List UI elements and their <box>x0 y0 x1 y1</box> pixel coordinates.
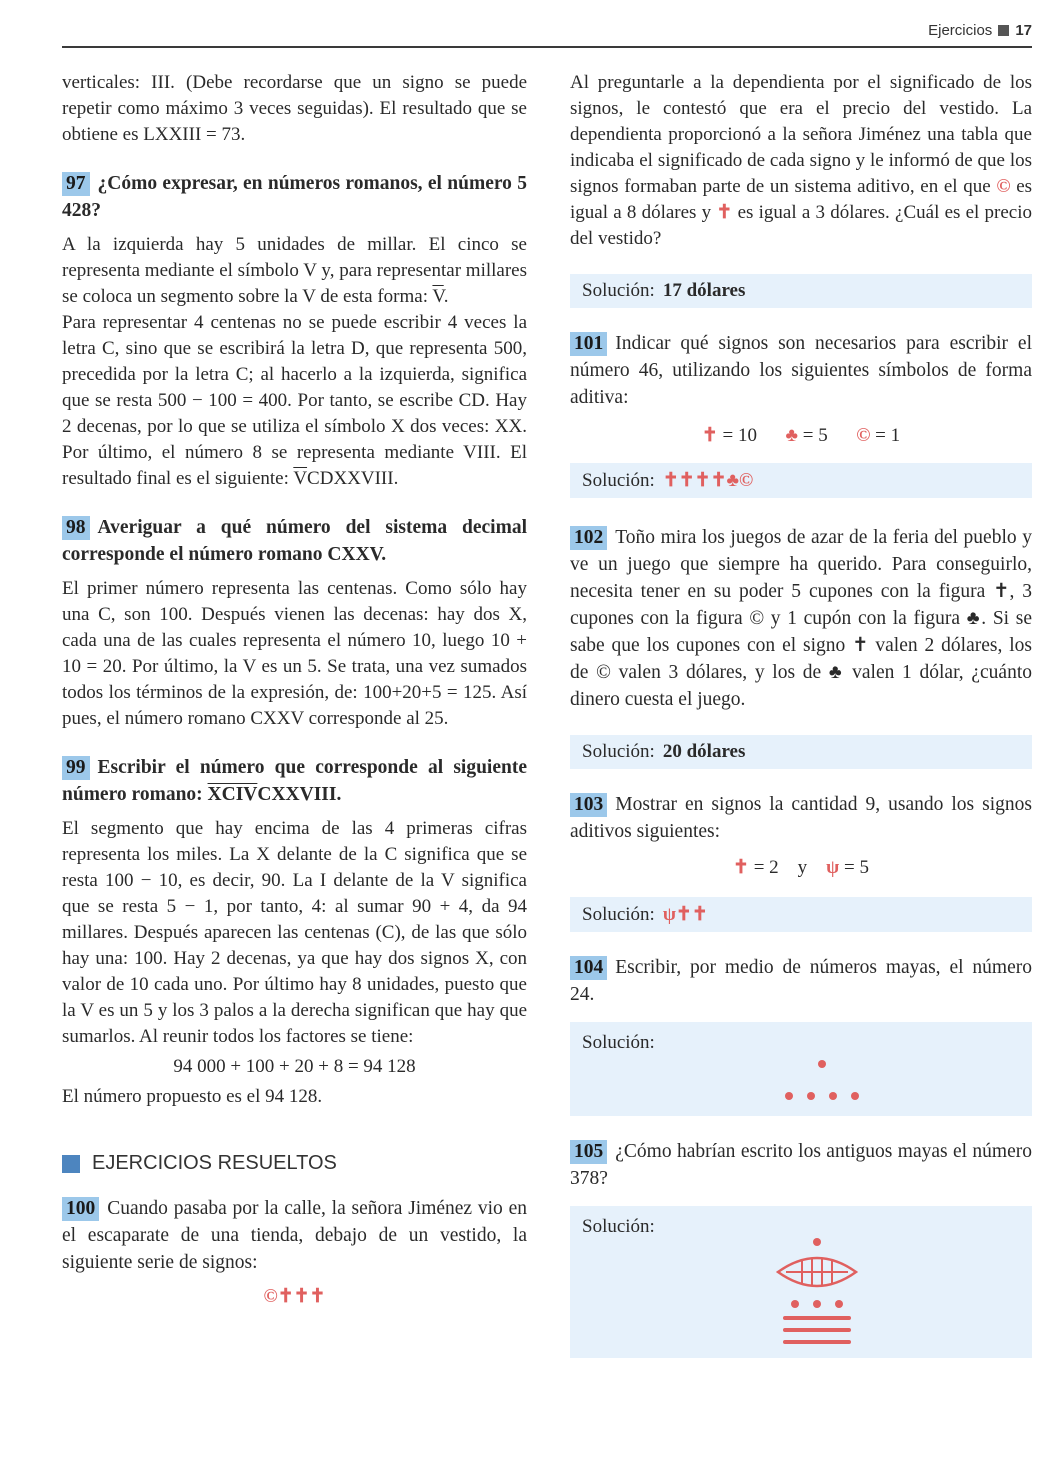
exercise-99-p1: El segmento que hay encima de las 4 primeras cifras representa los miles. La X delante de la C significa que se resta 100 − 10, es decir, 90. La I delante de la V significa que se resta 5 − 1, por tanto, 4: al sumar 90 + 4, da 94 millares. Después aparecen las centenas (C), de las que sólo hay una: 100. Hay 2 decenas, ya que hay dos signos X, con valor de 10 cada uno. Por último hay 8 unidades, puesto que la V es un 5 y los 3 palos a la derecha significan que hay que sumarlos. Al reunir todos los factores se tiene: <box>62 818 527 1047</box>
symbol-value: = 2 <box>753 857 779 878</box>
maya-dot <box>851 1092 859 1100</box>
solution-105 <box>570 1206 1032 1358</box>
solution-label: Solución: <box>582 903 655 925</box>
exercise-number: 101 <box>570 332 607 356</box>
exercise-99-formula: 94 000 + 100 + 20 + 8 = 94 128 <box>173 1056 416 1077</box>
text: Al preguntarle a la dependienta por el significado de los signos, le contestó que era el precio del vestido. La dependienta proporcionó a la señora Jiménez una tabla que indicaba el significado de cada signo y le informó de que los signos formaban parte de un sistema aditivo, en el que <box>570 72 1032 197</box>
exercise-title-text: Averiguar a qué número del sistema decimal corresponde el número romano CXXV. <box>62 517 527 565</box>
page-header <box>62 0 1032 50</box>
right-column <box>570 70 1032 1358</box>
cross-sign-icon: ✝ <box>701 425 718 446</box>
exercise-101-symbols <box>570 423 1032 449</box>
header-rule <box>62 46 1032 48</box>
exercise-text: Mostrar en signos la cantidad 9, usando los signos aditivos siguientes: <box>570 794 1032 842</box>
maya-number-24 <box>782 1060 862 1100</box>
maya-number-378 <box>772 1238 862 1344</box>
exercise-text: Indicar qué signos son necesarios para escribir el número 46, utilizando los siguientes símbolos de forma aditiva: <box>570 333 1032 408</box>
cross-sign-icon: ✝ <box>733 857 749 878</box>
text: A la izquierda hay 5 unidades de millar. El cinco se representa mediante el símbolo V y, para representar millares se coloca un segmento sobre la V de esta forma: <box>62 234 527 307</box>
text: CDXXVIII. <box>307 468 399 489</box>
solution-101 <box>570 463 1032 498</box>
exercise-100-signs: ©✝✝✝ <box>263 1286 326 1307</box>
exercise-100-continued <box>570 70 1032 252</box>
exercise-text: Escribir, por medio de números mayas, el número 24. <box>570 957 1032 1005</box>
page-number: 17 <box>1015 22 1032 39</box>
left-column <box>62 70 527 1310</box>
maya-dot <box>835 1300 843 1308</box>
copyright-sign-icon: © <box>996 176 1011 197</box>
solution-label: Solución: <box>582 1216 655 1237</box>
square-icon <box>998 25 1009 36</box>
solution-100 <box>570 274 1032 308</box>
exercise-99-title <box>62 754 527 808</box>
solution-label: Solución: <box>582 280 655 301</box>
exercise-text: ¿Cómo habrían escrito los antiguos mayas el número 378? <box>570 1141 1032 1189</box>
text: es igual a 8 dólares y <box>570 176 1033 223</box>
cross-sign-icon: ✝ <box>716 202 733 223</box>
exercise-number: 100 <box>62 1197 99 1221</box>
maya-dot <box>785 1092 793 1100</box>
roman-overline: XCIV <box>207 784 258 805</box>
maya-bar <box>783 1328 851 1332</box>
exercise-105 <box>570 1138 1032 1192</box>
exercise-98-p1: El primer número representa las centenas. Como sólo hay una C, son 100. Después vienen las decenas: hay dos X, cada una de las cuales representa el número 10, luego 10 + 10 = 20. Por último, la V es un 5. Se trata, una vez sumados todos los términos de la expresión, de: 100+20+5 = 125. Así pues, el número romano CXXV corresponde al 25. <box>62 578 527 729</box>
maya-bar <box>783 1340 851 1344</box>
exercise-number: 98 <box>62 516 90 540</box>
exercise-97-p1 <box>62 232 527 310</box>
exercise-103-symbols <box>570 855 1032 881</box>
exercise-number: 99 <box>62 756 90 780</box>
copyright-sign-icon: © <box>856 425 871 446</box>
exercise-number: 103 <box>570 793 607 817</box>
exercise-104 <box>570 954 1032 1008</box>
maya-dot <box>818 1060 826 1068</box>
exercise-text: Cuando pasaba por la calle, la señora Jiménez vio en el escaparate de una tienda, debajo de un vestido, la siguiente serie de signos: <box>62 1198 527 1273</box>
solution-signs: ψ✝✝ <box>662 904 708 925</box>
section-name: Ejercicios <box>928 22 993 39</box>
roman-overline: $\overline{V}$ <box>432 286 444 307</box>
symbol-value: = 1 <box>875 425 901 446</box>
maya-dot <box>791 1300 799 1308</box>
symbol-value: = 5 <box>844 857 869 878</box>
maya-dot <box>813 1300 821 1308</box>
exercise-text: Toño mira los juegos de azar de la feria del pueblo y ve un juego que siempre ha querido. Para conseguirlo, necesita tener en su poder 5 cupones con la figura ✝, 3 cupones con la figura © y 1 cupón con la figura ♣. Si se sabe que los cupones con el signo ✝ valen 2 dólares, los de © valen 3 dólares, y los de ♣ valen 1 dólar, ¿cuánto dinero cuesta el juego. <box>570 527 1032 710</box>
psi-sign-icon: ψ <box>826 857 840 878</box>
roman-overline: $\overline{V}$ <box>293 468 308 489</box>
solution-103 <box>570 897 1032 932</box>
exercise-98-title <box>62 514 527 568</box>
maya-level-400s <box>772 1238 862 1246</box>
exercise-97-p2 <box>62 310 527 492</box>
section-title-text: EJERCICIOS RESUELTOS <box>92 1152 337 1174</box>
exercise-99-p2: El número propuesto es el 94 128. <box>62 1086 323 1107</box>
maya-dot <box>813 1238 821 1246</box>
maya-level-twenties <box>782 1060 862 1068</box>
symbol-value: = 5 <box>802 425 828 446</box>
symbol-value: = 10 <box>722 425 758 446</box>
maya-bar <box>783 1316 851 1320</box>
exercise-title-text: ¿Cómo expresar, en números romanos, el número 5 428? <box>62 173 527 221</box>
club-sign-icon: ♣ <box>785 425 798 446</box>
solution-label: Solución: <box>582 469 655 491</box>
conjunction: y <box>797 857 808 878</box>
solution-value: 20 dólares <box>662 741 746 762</box>
exercise-number: 104 <box>570 956 607 980</box>
exercise-101 <box>570 330 1032 411</box>
exercise-number: 105 <box>570 1140 607 1164</box>
solution-label: Solución: <box>582 741 655 762</box>
intro-paragraph: verticales: III. (Debe recordarse que un signo se puede repetir como máximo 3 veces seguidas). El resultado que se obtiene es LXXIII = 73. <box>62 72 527 145</box>
header-section <box>928 22 1032 39</box>
maya-dot <box>829 1092 837 1100</box>
exercise-100 <box>62 1195 527 1276</box>
solution-signs: ✝✝✝✝♣© <box>662 470 754 491</box>
text: . <box>443 286 449 307</box>
section-square-icon <box>62 1155 80 1173</box>
maya-level-units <box>782 1092 862 1100</box>
exercise-title-text: Escribir el número que corresponde al siguiente número romano: <box>62 757 527 805</box>
section-title <box>62 1152 527 1175</box>
exercise-102 <box>570 524 1032 713</box>
maya-shell-icon <box>772 1250 862 1294</box>
exercise-number: 102 <box>570 526 607 550</box>
maya-level-units-dots <box>772 1300 862 1308</box>
text: Para representar 4 centenas no se puede escribir 4 veces la letra C, sino que se escribirá la letra D, que representa 500, precedida por la letra C; al hacerlo a la izquierda, significa que se resta 500 − 100 = 400. Por tanto, se escribe CD. Hay 2 decenas, por lo que se utiliza el símbolo X dos veces: XX. Por último, el número 8 se representa mediante VIII. El resultado final es el siguiente: <box>62 312 527 489</box>
exercise-number: 97 <box>62 172 90 196</box>
text: CXXVIII. <box>257 784 342 805</box>
text: es igual a 3 dólares. ¿Cuál es el precio del vestido? <box>570 202 1033 249</box>
solution-104 <box>570 1022 1032 1116</box>
solution-102 <box>570 735 1032 769</box>
solution-label: Solución: <box>582 1032 655 1053</box>
maya-dot <box>807 1092 815 1100</box>
exercise-103 <box>570 791 1032 845</box>
exercise-97-title <box>62 170 527 224</box>
solution-value: 17 dólares <box>662 280 746 301</box>
